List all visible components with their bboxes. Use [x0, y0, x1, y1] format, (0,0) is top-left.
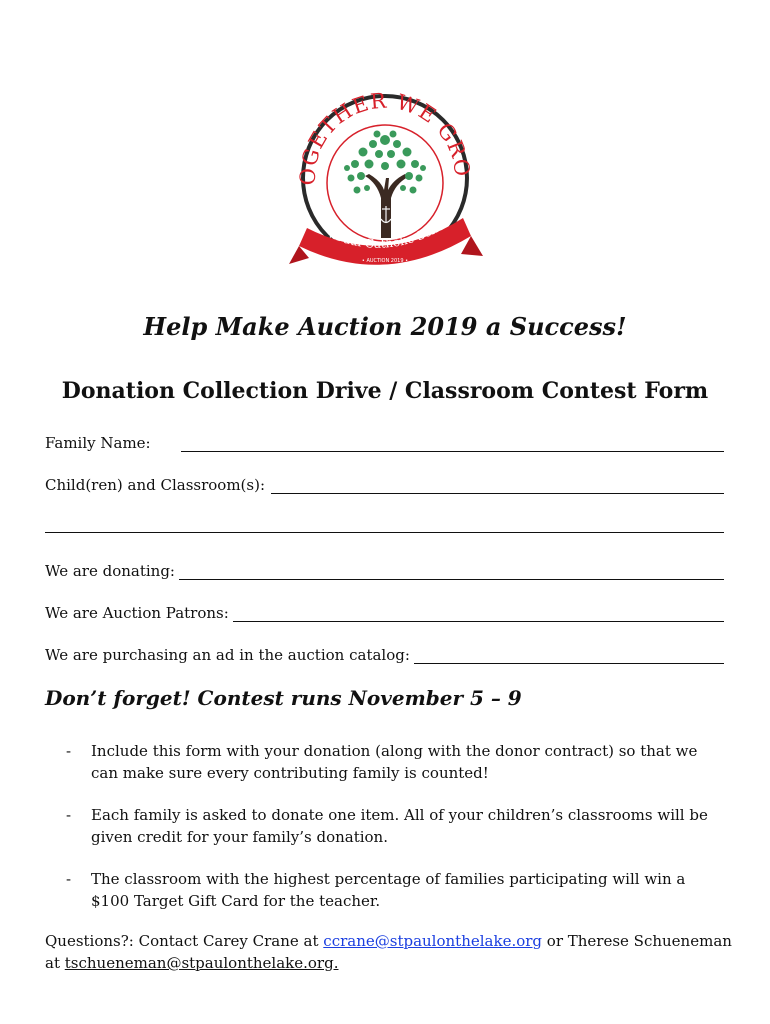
school-logo: [285, 78, 485, 283]
logo-graphic: [285, 78, 485, 283]
contest-reminder: Don’t forget! Contest runs November 5 – 9: [45, 686, 522, 710]
children-label: Child(ren) and Classroom(s):: [45, 476, 266, 494]
family-name-label: Family Name:: [45, 434, 151, 452]
list-item: [66, 804, 726, 848]
donating-label: We are donating:: [45, 562, 175, 580]
patrons-label: We are Auction Patrons:: [45, 604, 229, 622]
logo-arc-text: OGETHER WE GRO: [295, 88, 475, 186]
family-name-field: [45, 430, 724, 452]
bullet-dash: -: [66, 806, 72, 824]
contact-middle: or Therese Schueneman at: [45, 932, 732, 972]
children-line[interactable]: [271, 477, 724, 494]
ad-label: We are purchasing an ad in the auction catalog:: [45, 646, 410, 664]
instructions-list: [66, 740, 726, 932]
donating-field: [45, 558, 724, 580]
ad-line[interactable]: [414, 647, 724, 664]
bullet-text: Include this form with your donation (along with the donor contract) so that we can make sure every contributing family is counted!: [91, 742, 698, 782]
patrons-field: [45, 600, 724, 622]
list-item: [66, 868, 726, 912]
page-title: Help Make Auction 2019 a Success!: [143, 312, 627, 341]
email-link-carey[interactable]: ccrane@stpaulonthelake.org: [323, 932, 543, 950]
family-name-line[interactable]: [181, 435, 724, 452]
contact-prefix: Questions?: Contact Carey Crane at: [45, 932, 324, 950]
contact-info: [45, 930, 735, 974]
email-link-therese[interactable]: tschueneman@stpaulonthelake.org.: [64, 954, 339, 972]
bullet-dash: -: [66, 742, 72, 760]
bullet-dash: -: [66, 870, 72, 888]
bullet-text: Each family is asked to donate one item. All of your children’s classrooms will be given credit for your family’s donation.: [91, 806, 708, 846]
donating-line[interactable]: [179, 563, 724, 580]
logo-banner-subtext: • AUCTION 2019 •: [361, 258, 409, 264]
children-line-continued[interactable]: [45, 532, 724, 533]
bullet-text: The classroom with the highest percentage of families participating will win a $100 Target Gift Card for the teacher.: [91, 870, 686, 910]
logo-banner-text: . Paul Catholic Scho: [327, 218, 447, 251]
patrons-line[interactable]: [233, 605, 724, 622]
ad-field: [45, 642, 724, 664]
children-field: [45, 472, 724, 494]
list-item: [66, 740, 726, 784]
form-subtitle: Donation Collection Drive / Classroom Contest Form: [61, 378, 709, 404]
